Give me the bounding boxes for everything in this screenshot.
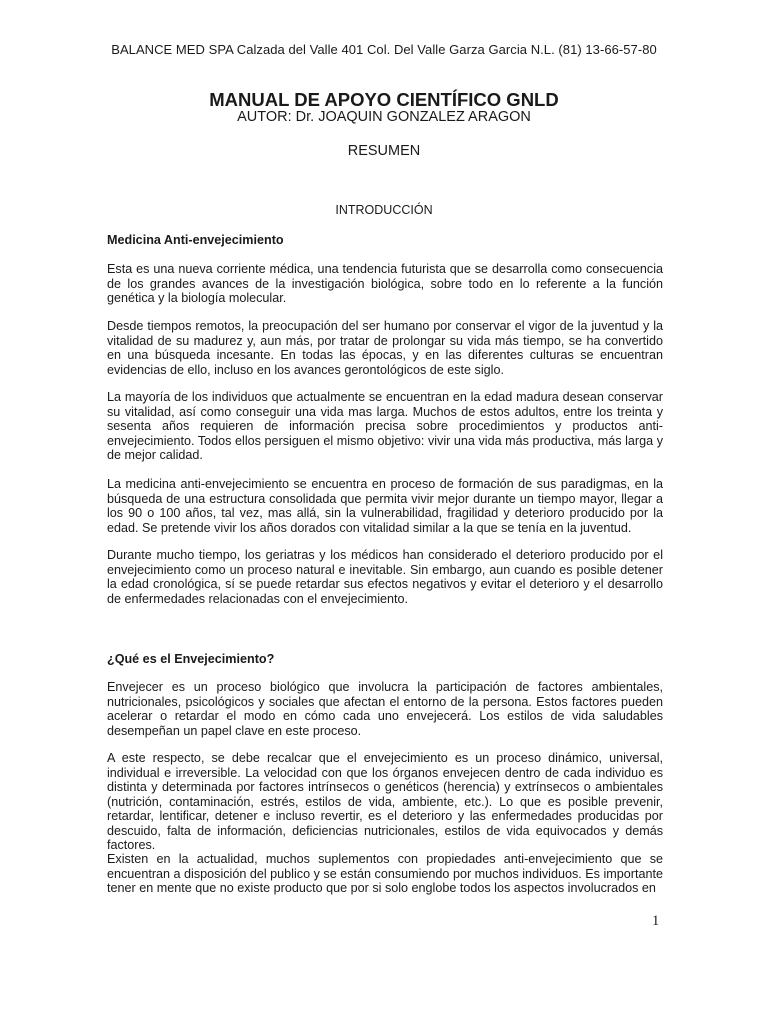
section-label: INTRODUCCIÓN [335, 203, 433, 217]
paragraph: La medicina anti-envejecimiento se encuentra en proceso de formación de sus paradigmas, en la búsqueda de una estructura consolidada que permita vivir mejor durante un tiempo mayor, llegar a los 90 o 100 años, tal vez, mas allá, sin la vulnerabilidad, fragilidad y deterioro producido por la edad. Se pretende vivir los años dorados con vitalidad similar a la que se tenía en la juventud. [107, 477, 663, 535]
document-title: MANUAL DE APOYO CIENTÍFICO GNLD [209, 89, 559, 110]
summary-label: RESUMEN [347, 143, 421, 159]
paragraph: Durante mucho tiempo, los geriatras y los médicos han considerado el deterioro producido por el envejecimiento como un proceso natural e inevitable. Sin embargo, aun cuando es posible detener la edad cronológica, sí se puede retardar sus efectos negativos y evitar el deterioro y el desarrollo de enfermedades relacionadas con el envejecimiento. [107, 548, 663, 606]
paragraph: Existen en la actualidad, muchos suplementos con propiedades anti-envejecimiento que se encuentran a disposición del publico y se están consumiendo por muchos individuos. Es importante tener en mente que no existe producto que por si solo englobe todos los aspectos involucrados en [107, 852, 663, 895]
section-heading: ¿Qué es el Envejecimiento? [107, 652, 275, 666]
section-heading: Medicina Anti-envejecimiento [107, 233, 284, 247]
document-author: AUTOR: Dr. JOAQUIN GONZALEZ ARAGON [237, 109, 531, 125]
page-number: 1 [652, 913, 660, 929]
paragraph: Esta es una nueva corriente médica, una tendencia futurista que se desarrolla como consecuencia de los grandes avances de la investigación biológica, sobre todo en lo referente a la función genética y la biología molecular. [107, 262, 663, 305]
paragraph: Desde tiempos remotos, la preocupación del ser humano por conservar el vigor de la juventud y la vitalidad de su madurez y, aun más, por tratar de prolongar su vida más tiempo, se ha convertido en una búsqueda incesante. En todas las épocas, y en las diferentes culturas se encuentran evidencias de ello, incluso en los avances gerontológicos de este siglo. [107, 319, 663, 377]
paragraph: Envejecer es un proceso biológico que involucra la participación de factores ambientales, nutricionales, psicológicos y sociales que afectan el entorno de la persona. Estos factores pueden acelerar o retardar el modo en cómo cada uno envejecerá. Los estilos de vida saludables desempeñan un papel clave en este proceso. [107, 680, 663, 738]
paragraph: La mayoría de los individuos que actualmente se encuentran en la edad madura desean conservar su vitalidad, así como conseguir una vida mas larga. Muchos de estos adultos, entre los treinta y sesenta años requieren de información precisa sobre procedimientos y productos anti-envejecimiento. Todos ellos persiguen el mismo objetivo: vivir una vida más productiva, más larga y de mejor calidad. [107, 390, 663, 462]
paragraph: A este respecto, se debe recalcar que el envejecimiento es un proceso dinámico, universal, individual e irreversible. La velocidad con que los órganos envejecen dentro de cada individuo es distinta y determinada por factores intrínsecos o genéticos (herencia) y extrínsecos o ambientales (nutrición, contaminación, estrés, estilos de vida, ambiente, etc.). Lo que es posible prevenir, retardar, lentificar, detener e incluso revertir, es el deterioro y las enfermedades producidas por descuido, falta de información, deficiencias nutricionales, estilos de vida equivocados y demás factores. [107, 751, 663, 852]
page-header: BALANCE MED SPA Calzada del Valle 401 Col. Del Valle Garza Garcia N.L. (81) 13-66-57-80 [111, 42, 657, 57]
